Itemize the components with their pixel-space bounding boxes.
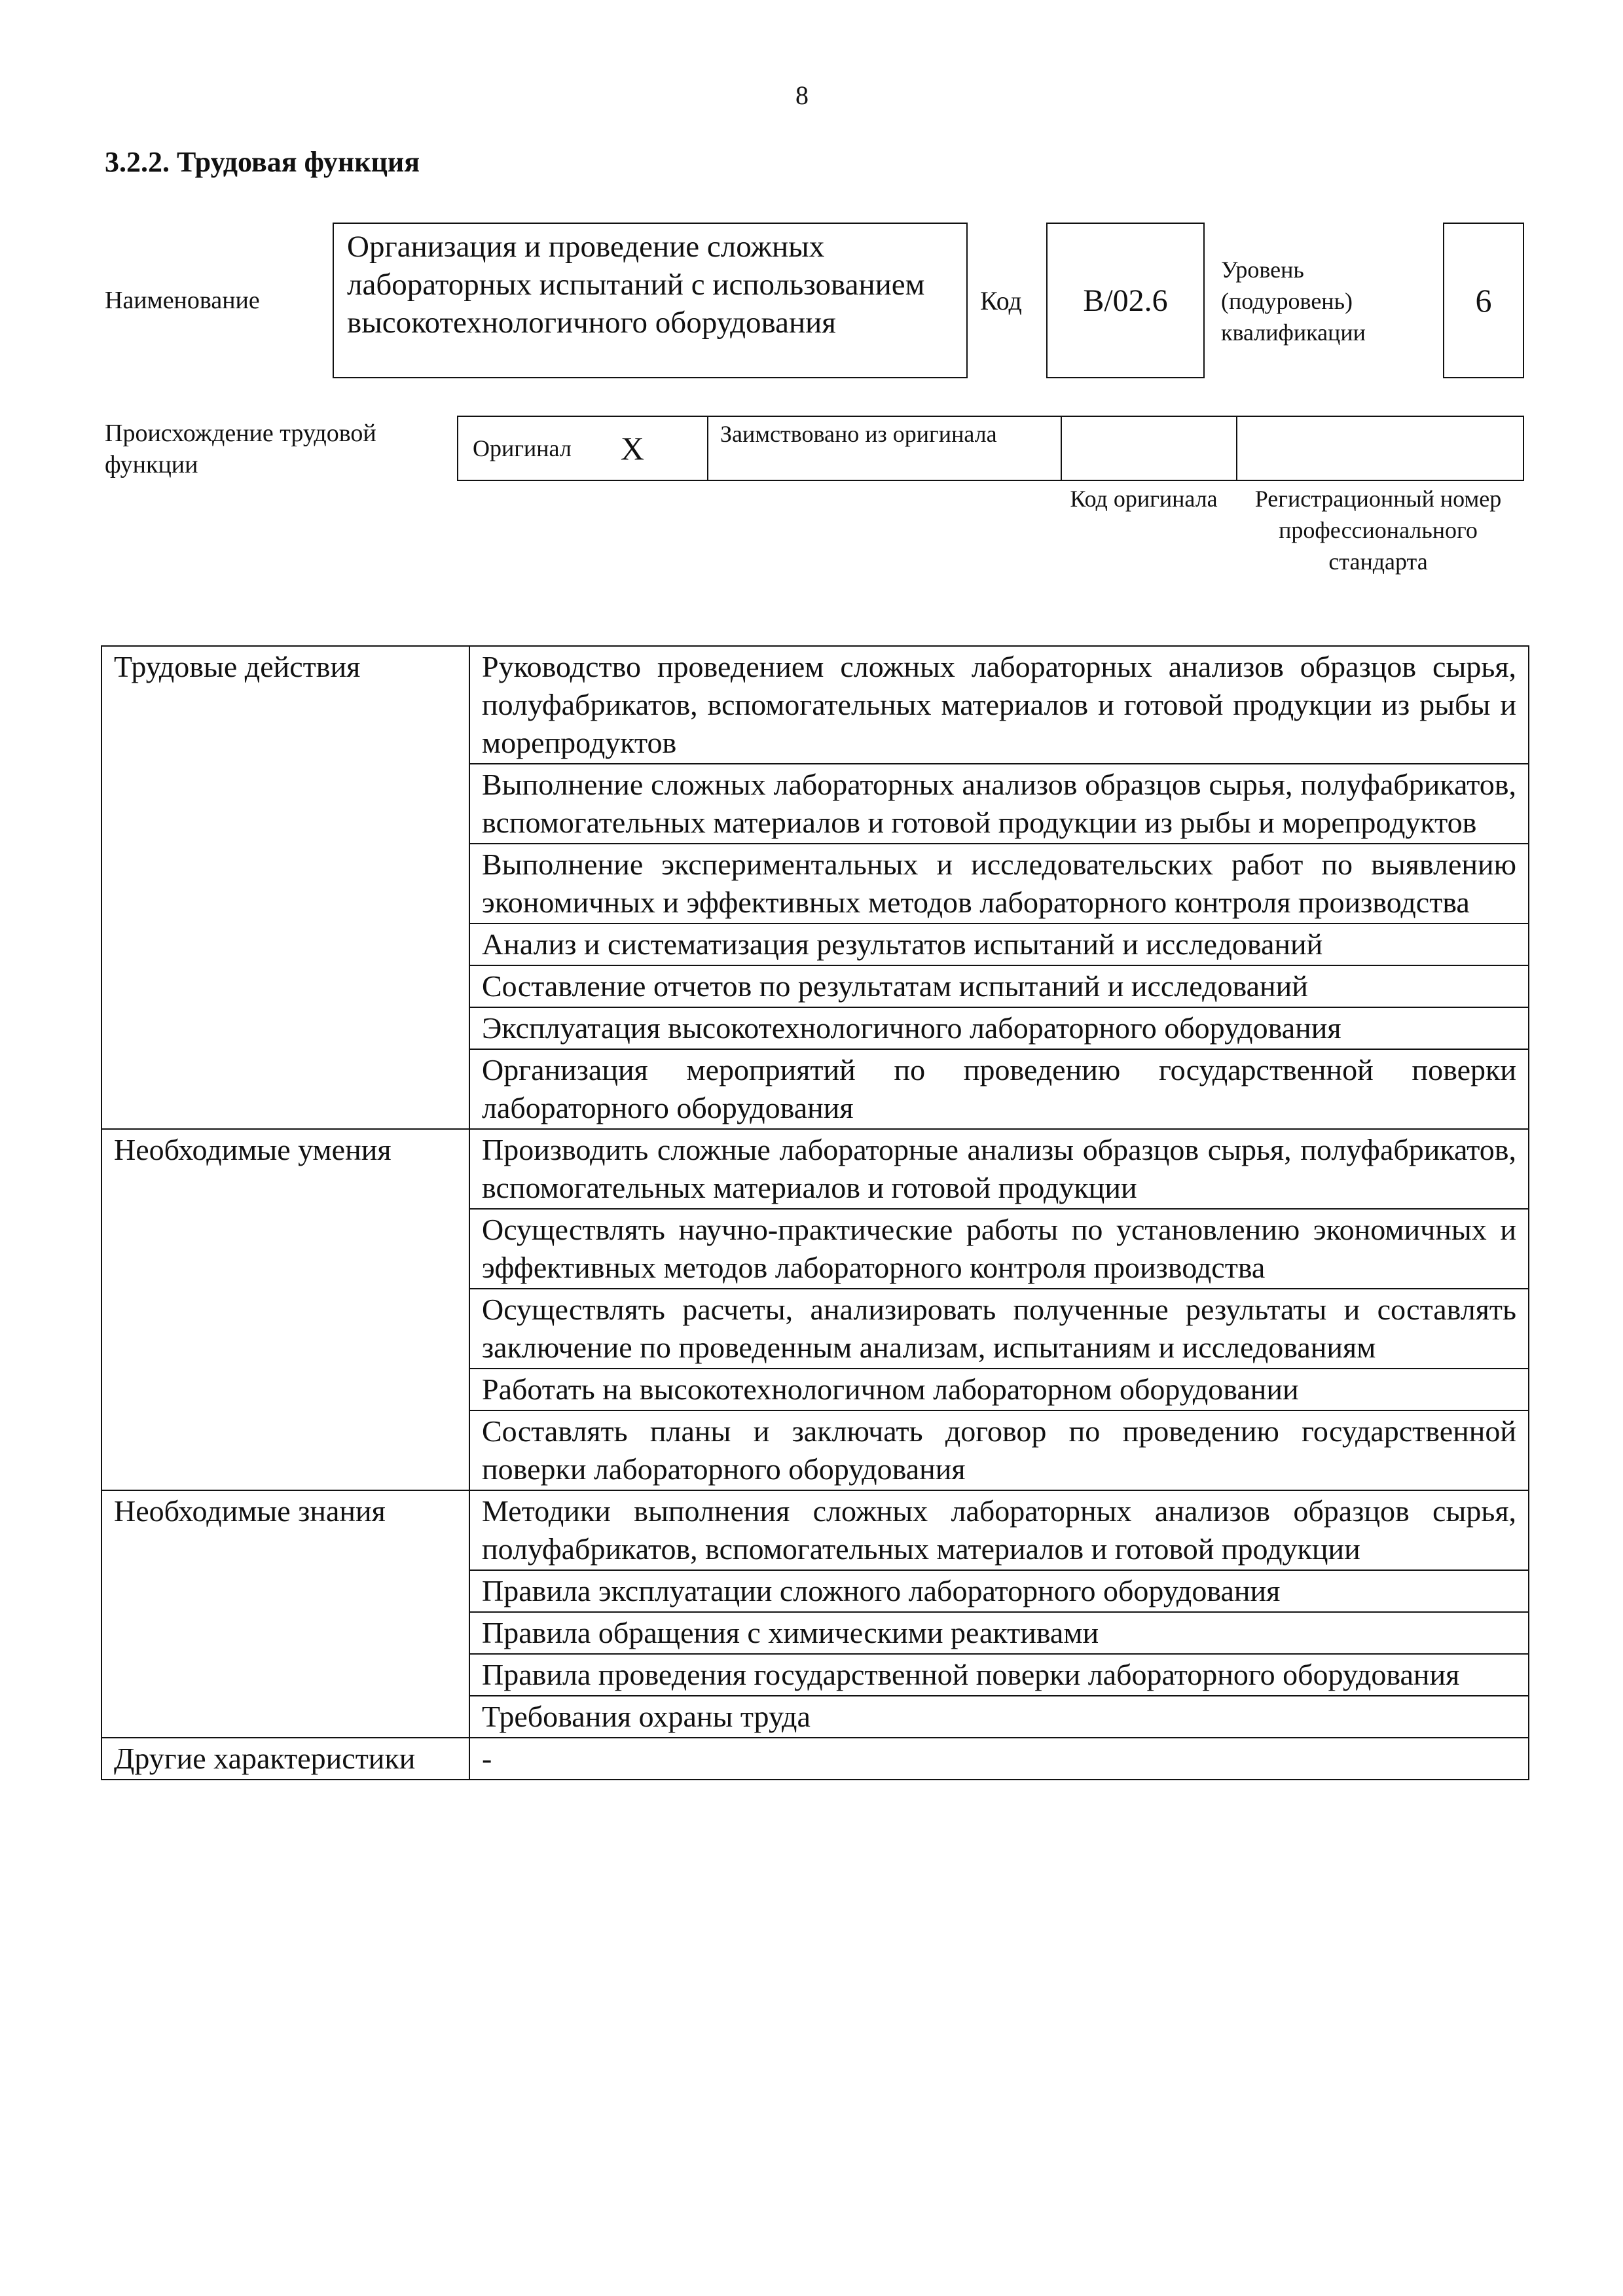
borrowed-cell: Заимствовано из оригинала bbox=[707, 416, 1062, 481]
registration-number-cell bbox=[1236, 416, 1524, 481]
section-item: Методики выполнения сложных лабораторных анализов образцов сырья, полуфабрикатов, вспомогательных материалов и готовой продукции bbox=[469, 1490, 1529, 1570]
section-item: Работать на высокотехнологичном лабораторном оборудовании bbox=[469, 1369, 1529, 1410]
code-label: Код bbox=[980, 286, 1022, 315]
table-row bbox=[101, 646, 1529, 764]
section-item: Эксплуатация высокотехнологичного лабораторного оборудования bbox=[469, 1007, 1529, 1049]
section-item: Организация мероприятий по проведению государственной поверки лабораторного оборудования bbox=[469, 1049, 1529, 1129]
qualification-level-box: 6 bbox=[1443, 223, 1524, 378]
origin-row bbox=[457, 416, 1524, 481]
section-title: Необходимые умения bbox=[101, 1129, 469, 1490]
section-item: Руководство проведением сложных лабораторных анализов образцов сырья, полуфабрикатов, вспомогательных материалов и готовой продукции из рыбы и морепродуктов bbox=[469, 646, 1529, 764]
table-row bbox=[101, 1129, 1529, 1209]
section-item: Правила обращения с химическими реактивами bbox=[469, 1612, 1529, 1654]
registration-number-caption: Регистрационный номер профессионального стандарта bbox=[1254, 486, 1502, 575]
original-mark: X bbox=[620, 430, 644, 467]
section-title: Трудовые действия bbox=[101, 646, 469, 1129]
qualification-level-label bbox=[1221, 254, 1366, 348]
level-label-line: квалификации bbox=[1221, 319, 1366, 346]
name-label: Наименование bbox=[105, 287, 260, 314]
section-heading: 3.2.2. Трудовая функция bbox=[105, 146, 420, 178]
section-item: - bbox=[469, 1738, 1529, 1780]
section-item: Составлять планы и заключать договор по проведению государственной поверки лабораторного оборудования bbox=[469, 1410, 1529, 1490]
original-cell bbox=[457, 416, 708, 481]
section-item: Производить сложные лабораторные анализы образцов сырья, полуфабрикатов, вспомогательных материалов и готовой продукции bbox=[469, 1129, 1529, 1209]
section-item: Выполнение экспериментальных и исследовательских работ по выявлению экономичных и эффективных методов лабораторного контроля производства bbox=[469, 844, 1529, 924]
section-item: Выполнение сложных лабораторных анализов образцов сырья, полуфабрикатов, вспомогательных материалов и готовой продукции из рыбы и морепродуктов bbox=[469, 764, 1529, 844]
level-label-line: (подуровень) bbox=[1221, 288, 1353, 314]
original-code-cell bbox=[1061, 416, 1237, 481]
section-item: Требования охраны труда bbox=[469, 1696, 1529, 1738]
section-item: Осуществлять расчеты, анализировать полученные результаты и составлять заключение по проведенным анализам, испытаниям и исследованиям bbox=[469, 1289, 1529, 1369]
function-name-box: Организация и проведение сложных лабораторных испытаний с использованием высокотехнологичного оборудования bbox=[333, 223, 968, 378]
origin-label: Происхождение трудовой функции bbox=[105, 420, 376, 478]
section-item: Составление отчетов по результатам испытаний и исследований bbox=[469, 965, 1529, 1007]
original-label: Оригинал bbox=[473, 435, 572, 461]
page-number: 8 bbox=[795, 81, 809, 110]
table-row bbox=[101, 1738, 1529, 1780]
table-row bbox=[101, 1490, 1529, 1570]
section-item: Анализ и систематизация результатов испытаний и исследований bbox=[469, 924, 1529, 965]
section-item: Правила проведения государственной поверки лабораторного оборудования bbox=[469, 1654, 1529, 1696]
function-code-box: B/02.6 bbox=[1046, 223, 1205, 378]
original-code-caption: Код оригинала bbox=[1070, 486, 1218, 512]
section-item: Правила эксплуатации сложного лабораторного оборудования bbox=[469, 1570, 1529, 1612]
function-details-table bbox=[101, 645, 1529, 1780]
section-item: Осуществлять научно-практические работы по установлению экономичных и эффективных методов лабораторного контроля производства bbox=[469, 1209, 1529, 1289]
level-label-line: Уровень bbox=[1221, 257, 1304, 283]
section-title: Необходимые знания bbox=[101, 1490, 469, 1738]
section-title: Другие характеристики bbox=[101, 1738, 469, 1780]
